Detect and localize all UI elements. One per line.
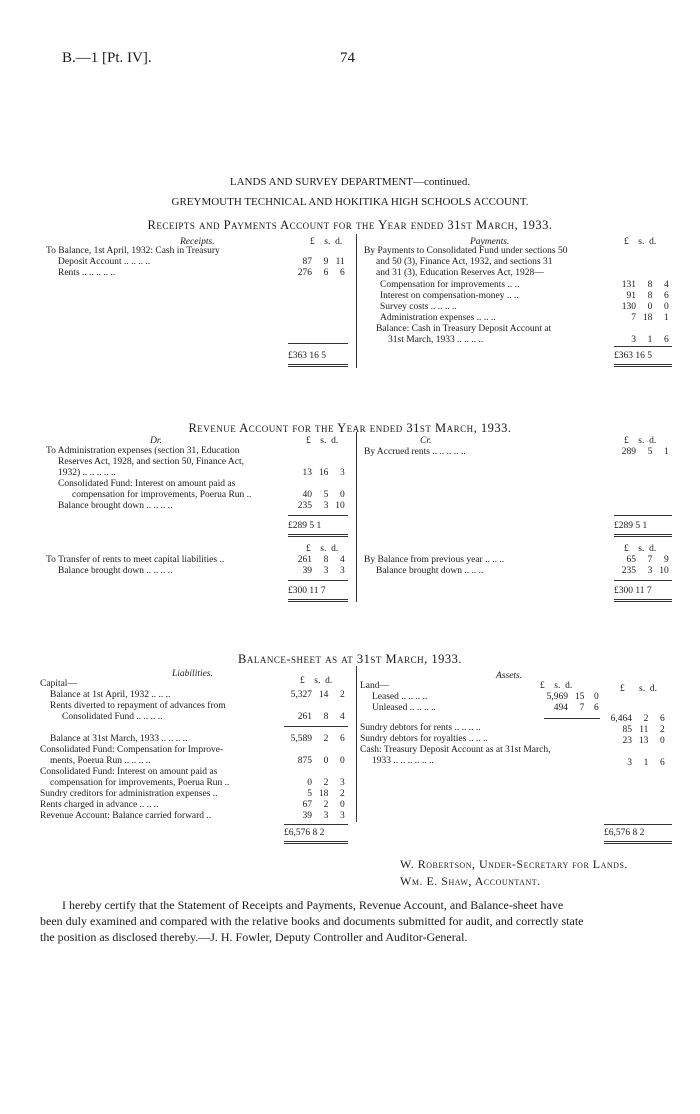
receipts-line: Rents .. .. .. .. .. bbox=[58, 268, 116, 278]
assets-inner-amount: 5,969 15 0 bbox=[546, 692, 599, 702]
receipts-account-title: Receipts and Payments Account for the Year ended 31st March, 1933. bbox=[147, 218, 553, 232]
assets-heading: Assets. bbox=[496, 671, 523, 681]
liabilities-line: compensation for improvements, Poerua Run .. bbox=[50, 778, 230, 788]
assets-line: Land— bbox=[360, 681, 390, 691]
revenue-total-double-rule-2 bbox=[288, 599, 348, 602]
revenue-dr: Dr. bbox=[150, 436, 162, 446]
revenue-line: Consolidated Fund: Interest on amount paid as bbox=[58, 479, 236, 489]
assets-amount: 23 13 0 bbox=[622, 736, 665, 746]
revenue-line: Balance brought down .. .. .. .. bbox=[58, 501, 173, 511]
payments-heading: Payments. bbox=[470, 237, 510, 247]
audit-certificate-line: I hereby certify that the Statement of Receipts and Payments, Revenue Account, and Balance-sheet have bbox=[62, 898, 564, 912]
revenue-amount: 13 16 3 bbox=[302, 468, 345, 478]
assets-line: Unleased .. .. .. .. bbox=[372, 703, 436, 713]
revenue-dr-total-2: £300 11 7 bbox=[288, 586, 326, 596]
receipts-line: Deposit Account .. .. .. .. bbox=[58, 257, 151, 267]
liabilities-line: Consolidated Fund: Interest on amount paid as bbox=[40, 767, 218, 777]
payments-amount: 7 18 1 bbox=[631, 313, 669, 323]
audit-certificate-line: the position as disclosed thereby.—J. H. Fowler, Deputy Controller and Auditor-General. bbox=[40, 930, 468, 944]
revenue-cr-amount: 289 5 1 bbox=[621, 447, 669, 457]
revenue-dr-total: £289 5 1 bbox=[288, 521, 322, 531]
revenue-cr-total-double-rule bbox=[614, 534, 672, 537]
liabilities-subtotal-rule bbox=[284, 726, 348, 727]
revenue-cr-line: Balance brought down .. .. .. bbox=[376, 566, 484, 576]
account-title: GREYMOUTH TECHNICAL AND HOKITIKA HIGH SCHOOLS ACCOUNT. bbox=[171, 196, 529, 208]
liabilities-amount: 5 18 2 bbox=[307, 789, 345, 799]
liabilities-lsd-header: £ s. d. bbox=[300, 676, 333, 686]
liabilities-line: Sundry creditors for administration expenses .. bbox=[40, 789, 218, 799]
liabilities-amount: 261 8 4 bbox=[297, 712, 345, 722]
assets-amount: 3 1 6 bbox=[627, 758, 665, 768]
receipts-heading: Receipts. bbox=[180, 237, 215, 247]
revenue-line: compensation for improvements, Poerua Run .. bbox=[72, 490, 252, 500]
revenue-amount: 261 8 4 bbox=[297, 555, 345, 565]
audit-certificate-line: been duly examined and compared with the relative books and documents submitted for audit, and correctly state bbox=[40, 914, 584, 928]
revenue-total-rule-2 bbox=[288, 580, 348, 581]
assets-total-rule bbox=[604, 824, 672, 825]
balance-center-rule bbox=[356, 666, 357, 822]
revenue-cr-total-double-rule-2 bbox=[614, 599, 672, 602]
revenue-cr-total-rule-2 bbox=[614, 580, 672, 581]
revenue-lsd-header-2: £ s. d. bbox=[306, 544, 339, 554]
liabilities-amount: 39 3 3 bbox=[302, 811, 345, 821]
liabilities-line: Balance at 1st April, 1932 .. .. .. bbox=[50, 690, 171, 700]
payments-total-double-rule bbox=[614, 364, 672, 367]
assets-amount: 85 11 2 bbox=[622, 725, 665, 735]
revenue-cr-amount: 65 7 9 bbox=[626, 555, 669, 565]
revenue-total-double-rule bbox=[288, 534, 348, 537]
revenue-cr-lsd-header: £ s. d. bbox=[624, 436, 657, 446]
revenue-line: Balance brought down .. .. .. .. bbox=[58, 566, 173, 576]
page-number: 74 bbox=[340, 50, 355, 66]
payments-line: and 50 (3), Finance Act, 1932, and sections 31 bbox=[376, 257, 553, 267]
assets-line: Sundry debtors for royalties .. .. .. bbox=[360, 734, 488, 744]
assets-line: 1933 .. .. .. .. .. .. bbox=[372, 756, 434, 766]
revenue-center-rule bbox=[356, 432, 357, 602]
receipts-line: To Balance, 1st April, 1932: Cash in Treasury bbox=[46, 246, 220, 256]
revenue-line: Reserves Act, 1928, and section 50, Finance Act, bbox=[58, 457, 245, 467]
revenue-cr: Cr. bbox=[420, 436, 432, 446]
liabilities-line: Consolidated Fund: Compensation for Improve- bbox=[40, 745, 224, 755]
receipts-lsd-header: £ s. d. bbox=[310, 237, 343, 247]
payments-amount: 131 8 4 bbox=[621, 280, 669, 290]
revenue-amount: 40 5 0 bbox=[302, 490, 345, 500]
assets-amount: 6,464 2 6 bbox=[610, 714, 665, 724]
page-reference: B.—1 [Pt. IV]. bbox=[62, 50, 152, 66]
liabilities-line: Capital— bbox=[40, 679, 77, 689]
assets-line: Cash: Treasury Deposit Account as at 31st March, bbox=[360, 745, 551, 755]
payments-line: Interest on compensation-money .. .. bbox=[380, 291, 519, 301]
liabilities-line: Rents diverted to repayment of advances from bbox=[50, 701, 226, 711]
payments-amount: 91 8 6 bbox=[626, 291, 669, 301]
payments-total-rule bbox=[614, 346, 672, 347]
revenue-cr-total-2: £300 11 7 bbox=[614, 586, 652, 596]
liabilities-amount: 5,589 2 6 bbox=[290, 734, 345, 744]
assets-line: Sundry debtors for rents .. .. .. .. bbox=[360, 723, 481, 733]
signature-accountant: Wm. E. Shaw, Accountant. bbox=[400, 874, 541, 888]
department-title: LANDS AND SURVEY DEPARTMENT—continued. bbox=[229, 176, 471, 188]
revenue-line: 1932) .. .. .. .. .. bbox=[58, 468, 116, 478]
signature-under-secretary: W. Robertson, Under-Secretary for Lands. bbox=[400, 857, 628, 871]
revenue-line: To Administration expenses (section 31, Education bbox=[46, 446, 240, 456]
revenue-cr-lsd-header-2: £ s. d. bbox=[624, 544, 657, 554]
payments-amount: 130 0 0 bbox=[621, 302, 669, 312]
revenue-cr-total: £289 5 1 bbox=[614, 521, 648, 531]
liabilities-amount: 67 2 0 bbox=[302, 800, 345, 810]
assets-total-double-rule bbox=[604, 841, 672, 844]
receipts-total: £363 16 5 bbox=[288, 351, 326, 361]
revenue-line: To Transfer of rents to meet capital liabilities .. bbox=[46, 555, 225, 565]
revenue-amount: 235 3 10 bbox=[297, 501, 345, 511]
liabilities-amount: 0 2 3 bbox=[307, 778, 345, 788]
payments-line: Compensation for improvements .. .. bbox=[380, 280, 520, 290]
liabilities-line: ments, Poerua Run .. .. .. .. bbox=[50, 756, 151, 766]
liabilities-line: Balance at 31st March, 1933 .. .. .. .. bbox=[50, 734, 188, 744]
assets-inner-lsd-header: £ s. d. bbox=[540, 681, 573, 691]
payments-lsd-header: £ s. d. bbox=[624, 237, 657, 247]
assets-lsd-header: £ s. d. bbox=[620, 684, 657, 694]
liabilities-line: Revenue Account: Balance carried forward .. bbox=[40, 811, 212, 821]
payments-line: and 31 (3), Education Reserves Act, 1928— bbox=[376, 268, 544, 278]
revenue-cr-total-rule bbox=[614, 515, 672, 516]
liabilities-amount: 875 0 0 bbox=[297, 756, 345, 766]
payments-line: Survey costs .. .. .. .. bbox=[380, 302, 457, 312]
payments-line: By Payments to Consolidated Fund under sections 50 bbox=[364, 246, 568, 256]
payments-line: 31st March, 1933 .. .. .. .. bbox=[388, 335, 484, 345]
payments-amount: 3 1 6 bbox=[631, 335, 669, 345]
revenue-account-title: Revenue Account for the Year ended 31st March, 1933. bbox=[188, 421, 512, 435]
receipts-total-rule bbox=[288, 343, 348, 344]
revenue-cr-line: By Accrued rents .. .. .. .. .. bbox=[364, 447, 466, 457]
revenue-total-rule bbox=[288, 515, 348, 516]
revenue-amount: 39 3 3 bbox=[302, 566, 345, 576]
balance-sheet-title: Balance-sheet as at 31st March, 1933. bbox=[238, 652, 462, 666]
liabilities-line: Rents charged in advance .. .. .. bbox=[40, 800, 159, 810]
revenue-cr-amount: 235 3 10 bbox=[621, 566, 669, 576]
payments-total: £363 16 5 bbox=[614, 351, 652, 361]
assets-line: Leased .. .. .. .. bbox=[372, 692, 428, 702]
receipts-amount: 87 9 11 bbox=[302, 257, 345, 267]
assets-total: £6,576 8 2 bbox=[604, 828, 645, 838]
liabilities-line: Consolidated Fund .. .. .. .. bbox=[62, 712, 163, 722]
liabilities-total-double-rule bbox=[284, 841, 348, 844]
liabilities-heading: Liabilities. bbox=[172, 669, 213, 679]
assets-inner-rule bbox=[544, 718, 600, 719]
receipts-total-double-rule bbox=[288, 364, 348, 367]
payments-line: Balance: Cash in Treasury Deposit Account at bbox=[376, 324, 552, 334]
revenue-lsd-header: £ s. d. bbox=[306, 436, 339, 446]
payments-line: Administration expenses .. .. .. bbox=[380, 313, 496, 323]
liabilities-amount: 5,327 14 2 bbox=[290, 690, 345, 700]
assets-inner-amount: 494 7 6 bbox=[553, 703, 599, 713]
liabilities-total: £6,576 8 2 bbox=[284, 828, 325, 838]
revenue-cr-line: By Balance from previous year .. .. .. bbox=[364, 555, 505, 565]
receipts-center-rule bbox=[356, 234, 357, 368]
receipts-amount: 276 6 6 bbox=[297, 268, 345, 278]
liabilities-total-rule bbox=[284, 824, 348, 825]
